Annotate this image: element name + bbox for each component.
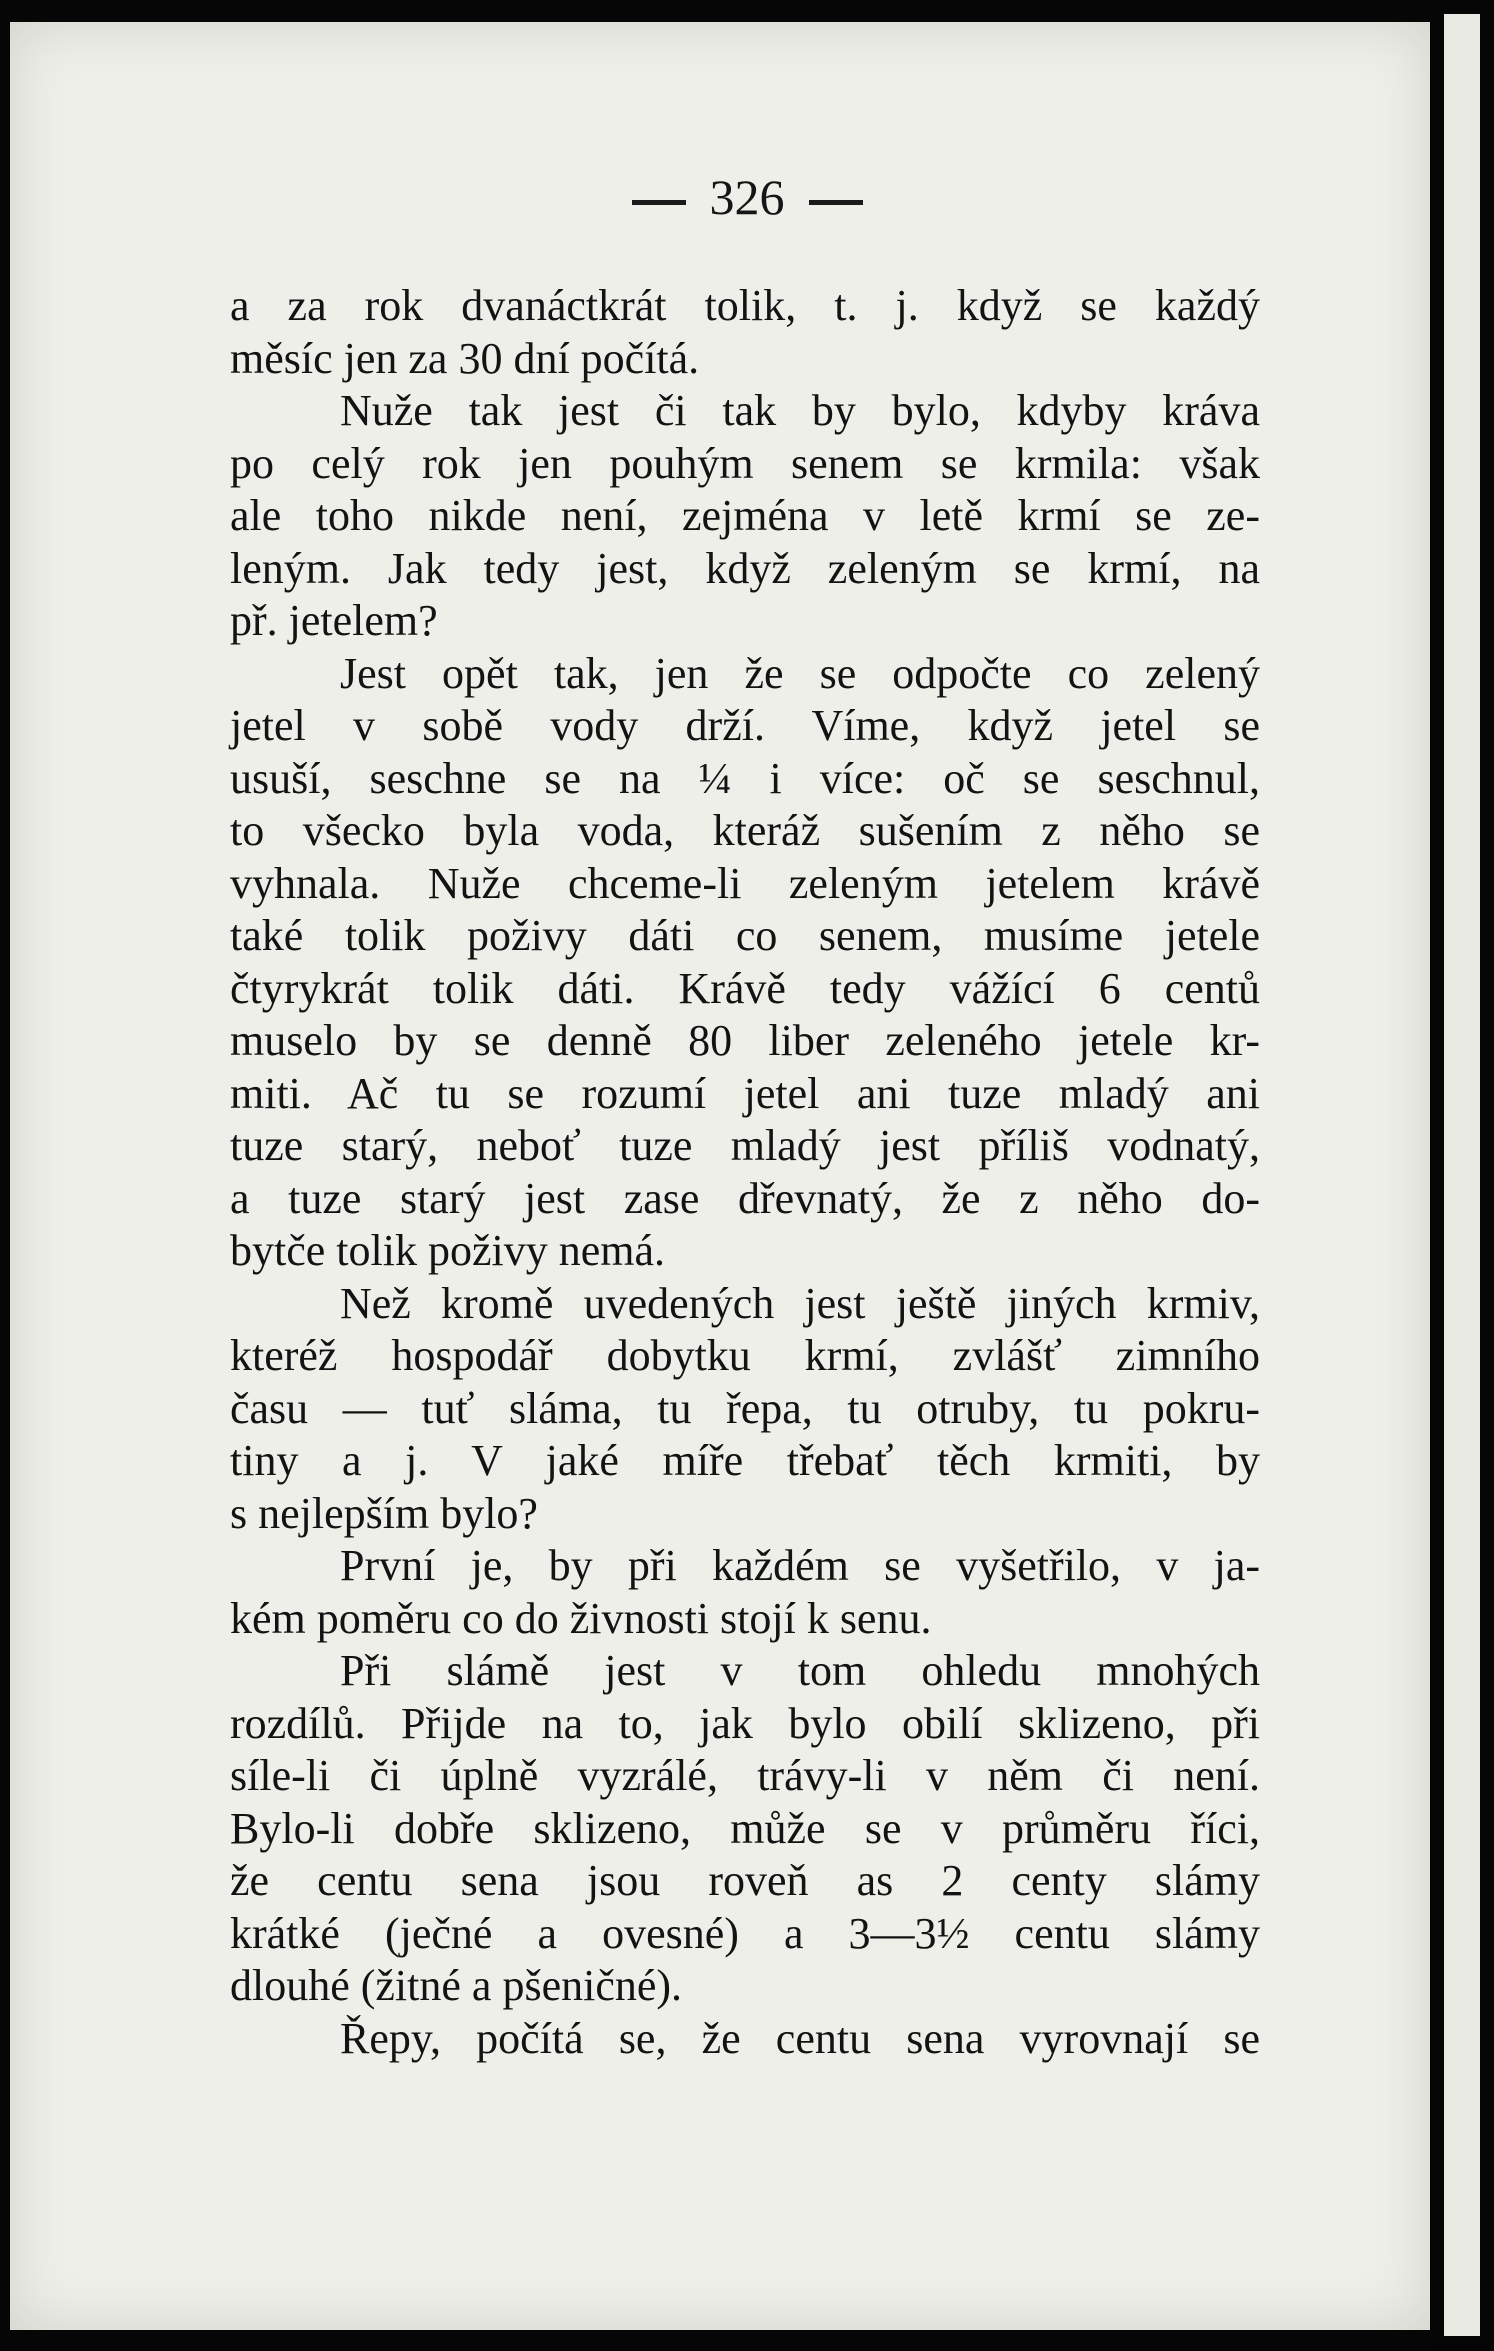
body-text bbox=[230, 280, 1260, 2065]
text-line: s nejlepším bylo? bbox=[230, 1488, 538, 1538]
text-line: usuší, seschne se na ¼ i více: oč se seschnul, bbox=[230, 753, 1260, 803]
text-line: kteréž hospodář dobytku krmí, zvlášť zimního bbox=[230, 1331, 1260, 1380]
text-line: to všecko byla voda, kteráž sušením z něho se bbox=[230, 806, 1260, 855]
text-line: a za rok dvanáctkrát tolik, t. j. když se každý bbox=[230, 281, 1260, 330]
text-line: tiny a j. V jaké míře třebať těch krmiti, by bbox=[230, 1436, 1260, 1485]
text-line: jetel v sobě vody drží. Víme, když jetel se bbox=[230, 701, 1260, 750]
text-line: Než kromě uvedených jest ještě jiných krmiv, bbox=[340, 1278, 1260, 1328]
text-line: muselo by se denně 80 liber zeleného jetele kr- bbox=[230, 1016, 1260, 1065]
page-header bbox=[0, 168, 1494, 226]
text-line: času — tuť sláma, tu řepa, tu otruby, tu pokru- bbox=[230, 1383, 1260, 1433]
text-line: Nuže tak jest či tak by bylo, kdyby kráva bbox=[340, 386, 1260, 435]
text-line: Řepy, počítá se, že centu sena vyrovnají se bbox=[340, 2013, 1260, 2063]
text-line: dlouhé (žitné a pšeničné). bbox=[230, 1961, 683, 2010]
text-line: První je, by při každém se vyšetřilo, v ja- bbox=[340, 1541, 1260, 1590]
text-line: síle-li či úplně vyzrálé, trávy-li v něm či není. bbox=[230, 1751, 1260, 1800]
header-dash-right bbox=[809, 200, 863, 205]
text-line: měsíc jen za 30 dní počítá. bbox=[230, 333, 700, 383]
text-line: a tuze starý jest zase dřevnatý, že z něho do- bbox=[230, 1173, 1260, 1223]
text-line: Jest opět tak, jen že se odpočte co zelený bbox=[340, 648, 1260, 698]
text-line: že centu sena jsou roveň as 2 centy slámy bbox=[230, 1856, 1260, 1905]
text-line: vyhnala. Nuže chceme-li zeleným jetelem krávě bbox=[230, 858, 1260, 908]
text-line: Při slámě jest v tom ohledu mnohých bbox=[340, 1646, 1260, 1695]
text-line: rozdílů. Přijde na to, jak bylo obilí sklizeno, při bbox=[230, 1698, 1260, 1748]
text-line: Bylo-li dobře sklizeno, může se v průměru říci, bbox=[230, 1803, 1260, 1853]
text-line: čtyrykrát tolik dáti. Krávě tedy vážící 6 centů bbox=[230, 963, 1260, 1013]
text-line: krátké (ječné a ovesné) a 3—3½ centu slámy bbox=[230, 1908, 1260, 1958]
text-line: bytče tolik poživy nemá. bbox=[230, 1226, 665, 1275]
text-line: kém poměru co do živnosti stojí k senu. bbox=[230, 1593, 932, 1643]
header-dash-left bbox=[632, 200, 686, 205]
text-line: po celý rok jen pouhým senem se krmila: však bbox=[230, 438, 1260, 488]
page-number: 326 bbox=[709, 169, 785, 225]
next-page-edge bbox=[1444, 14, 1480, 2336]
text-line: miti. Ač tu se rozumí jetel ani tuze mladý ani bbox=[230, 1068, 1260, 1118]
text-line: ale toho nikde není, zejména v letě krmí se ze- bbox=[230, 491, 1260, 540]
text-line: leným. Jak tedy jest, když zeleným se krmí, na bbox=[230, 543, 1260, 593]
text-line: př. jetelem? bbox=[230, 596, 438, 645]
text-line: tuze starý, neboť tuze mladý jest příliš vodnatý, bbox=[230, 1121, 1260, 1170]
text-line: také tolik poživy dáti co senem, musíme jetele bbox=[230, 911, 1260, 960]
